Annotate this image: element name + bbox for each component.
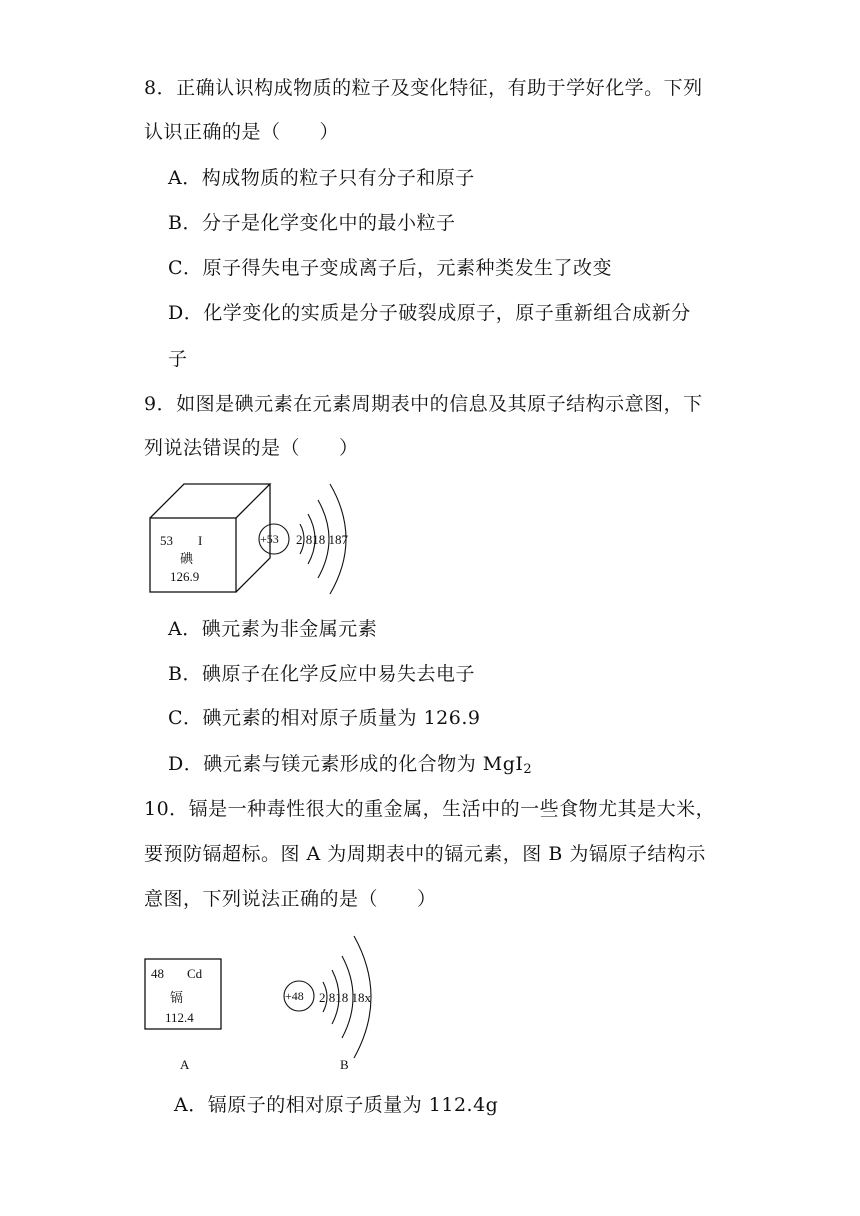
q9-option-d-text: D．碘元素与镁元素形成的化合物为 MgI (168, 753, 524, 775)
q9-option-b: B．碘原子在化学反应中易失去电子 (168, 663, 475, 685)
q9-option-a: A．碘元素为非金属元素 (168, 618, 378, 640)
cadmium-shell-electrons: 2 818 18x (319, 990, 371, 1005)
q10-stem-line1: 10．镉是一种毒性很大的重金属，生活中的一些食物尤其是大米， (144, 798, 716, 820)
q9-option-d (168, 752, 532, 782)
iodine-mass: 126.9 (170, 569, 200, 584)
cadmium-symbol: Cd (187, 966, 203, 981)
q8-option-d-line1: D．化学变化的实质是分子破裂成原子，原子重新组合成新分 (168, 302, 691, 324)
q8-option-d-line2: 子 (168, 348, 188, 370)
q8-stem-line1: 8．正确认识构成物质的粒子及变化特征，有助于学好化学。下列 (144, 77, 703, 99)
cadmium-diagram (144, 926, 404, 1076)
q8-option-b: B．分子是化学变化中的最小粒子 (168, 212, 456, 234)
q9-stem-line1: 9．如图是碘元素在元素周期表中的信息及其原子结构示意图，下 (144, 393, 703, 415)
cadmium-nucleus-charge: +48 (285, 989, 304, 1003)
q10-stem-line2: 要预防镉超标。图 A 为周期表中的镉元素，图 B 为镉原子结构示 (144, 843, 706, 865)
iodine-shell-electrons: 2 818 187 (296, 532, 348, 547)
iodine-figure (148, 462, 388, 606)
q9-option-d-subscript: 2 (523, 762, 533, 777)
iodine-symbol: I (198, 533, 203, 548)
cadmium-name: 镉 (170, 991, 184, 1006)
q8-option-c: C．原子得失电子变成离子后，元素种类发生了改变 (168, 257, 613, 279)
iodine-name: 碘 (180, 552, 194, 567)
iodine-nucleus-charge: +53 (260, 532, 279, 546)
q10-stem-line3: 意图，下列说法正确的是（ ） (144, 888, 437, 910)
iodine-atomic-number: 53 (160, 533, 173, 548)
q9-stem-line2: 列说法错误的是（ ） (144, 437, 359, 459)
cadmium-atomic-number: 48 (151, 966, 164, 981)
figure-label-a: A (180, 1057, 190, 1072)
figure-label-b: B (340, 1057, 349, 1072)
cadmium-mass: 112.4 (165, 1010, 194, 1025)
q10-option-a: A．镉原子的相对原子质量为 112.4g (174, 1094, 499, 1116)
q9-option-c: C．碘元素的相对原子质量为 126.9 (168, 707, 481, 729)
iodine-diagram (148, 462, 388, 602)
q8-option-a: A．构成物质的粒子只有分子和原子 (168, 167, 475, 189)
q8-stem-line2: 认识正确的是（ ） (144, 121, 340, 143)
cadmium-figure (144, 926, 404, 1080)
